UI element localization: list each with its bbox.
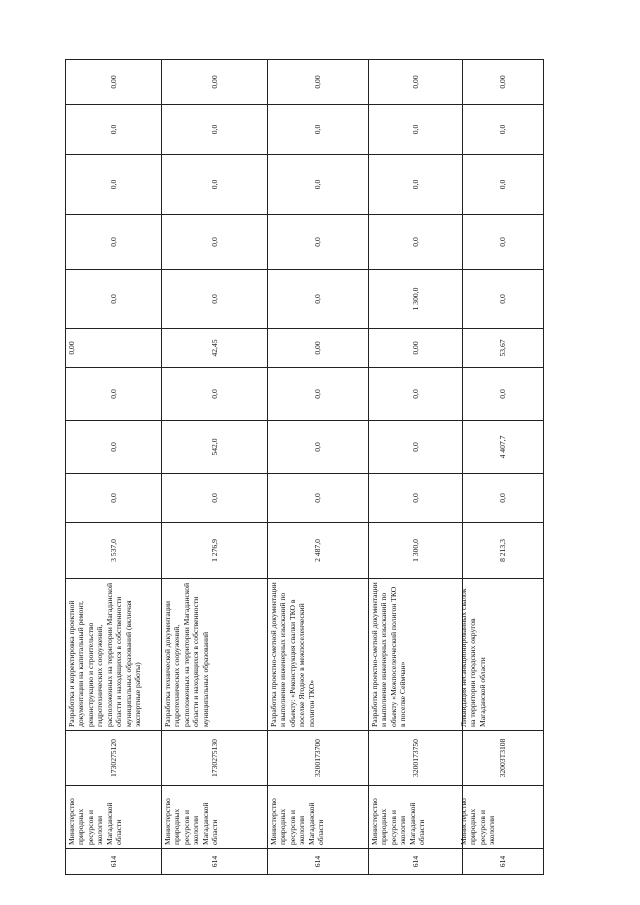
cell-value: 0,0 bbox=[463, 270, 544, 329]
cell-value: 0,0 bbox=[162, 155, 268, 215]
cell-value: 53,67 bbox=[463, 329, 544, 368]
table-row bbox=[66, 60, 162, 875]
cell-value: 0,0 bbox=[66, 421, 162, 474]
cell-code: 614 bbox=[162, 849, 268, 875]
cell-value: 0,0 bbox=[268, 155, 369, 215]
cell-value: 0,0 bbox=[66, 155, 162, 215]
cell-total: 1 300,0 bbox=[369, 523, 463, 579]
cell-value: 0,0 bbox=[369, 105, 463, 155]
cell-value: 0,0 bbox=[268, 270, 369, 329]
cell-value: 0,0 bbox=[66, 368, 162, 421]
cell-value: 0,0 bbox=[268, 105, 369, 155]
cell-value: 42,45 bbox=[162, 329, 268, 368]
cell-name bbox=[459, 579, 544, 731]
cell-value: 0,0 bbox=[463, 155, 544, 215]
cell-value: 0,0 bbox=[463, 215, 544, 270]
table-row bbox=[162, 60, 268, 875]
cell-value: 0,0 bbox=[369, 474, 463, 523]
cell-kbk: 3200173700 bbox=[268, 731, 369, 786]
cell-value: 0,0 bbox=[463, 105, 544, 155]
cell-value: 0,0 bbox=[369, 215, 463, 270]
rotated-table-wrapper bbox=[65, 60, 530, 875]
cell-total: 2 487,0 bbox=[268, 523, 369, 579]
cell-code: 614 bbox=[369, 849, 463, 875]
table-row bbox=[369, 60, 463, 875]
cell-value: 0,0 bbox=[463, 368, 544, 421]
cell-name: Разработка технической документации гидротехнических сооружений, расположенных на территории Магаданской области и находящихся в собственности муниципальных образований bbox=[162, 579, 268, 731]
cell-value: 0,00 bbox=[463, 60, 544, 105]
cell-value: 0,0 bbox=[162, 474, 268, 523]
cell-org: Министерство природных ресурсов и экологии Магаданской области bbox=[268, 786, 369, 849]
cell-value: 0,0 bbox=[268, 368, 369, 421]
cell-name-text: Ликвидация несанкционированных свалок на территории городских округов Магаданской области bbox=[459, 588, 487, 727]
cell-value: 0,0 bbox=[369, 421, 463, 474]
cell-value: 0,0 bbox=[66, 105, 162, 155]
cell-value: 0,0 bbox=[369, 368, 463, 421]
cell-code: 614 bbox=[66, 849, 162, 875]
cell-value: 0,0 bbox=[268, 474, 369, 523]
cell-value: 0,0 bbox=[268, 421, 369, 474]
cell-value: 0,0 bbox=[162, 105, 268, 155]
budget-table bbox=[65, 59, 544, 875]
cell-value: 0,00 bbox=[162, 60, 268, 105]
cell-kbk: 32003Т3108 bbox=[463, 731, 544, 786]
cell-kbk: 1730275130 bbox=[162, 731, 268, 786]
cell-org: Министерство природных ресурсов и экологии Магаданской области bbox=[369, 786, 463, 849]
cell-value: 0,00 bbox=[66, 60, 162, 105]
cell-name: Разработка проектно-сметной документации и выполнение инженерных изысканий по объекту: «Реконструкция свалки ТКО в поселке Ягодное в межпоселенческий полигон ТКО» bbox=[268, 579, 369, 731]
cell-kbk: 1730275120 bbox=[66, 731, 162, 786]
cell-value: 0,00 bbox=[66, 329, 162, 368]
cell-value: 0,0 bbox=[66, 474, 162, 523]
cell-value: 0,0 bbox=[268, 215, 369, 270]
cell-value: 0,0 bbox=[66, 270, 162, 329]
cell-value: 0,0 bbox=[162, 270, 268, 329]
cell-org-text: Министерство природных ресурсов и экологии bbox=[459, 798, 497, 845]
cell-code: 614 bbox=[463, 849, 544, 875]
cell-value: 0,00 bbox=[369, 60, 463, 105]
cell-value: 0,0 bbox=[463, 474, 544, 523]
cell-value: 0,0 bbox=[369, 155, 463, 215]
cell-total: 1 276,9 bbox=[162, 523, 268, 579]
cell-value: 4 407,7 bbox=[463, 421, 544, 474]
cell-total: 3 537,0 bbox=[66, 523, 162, 579]
table-row bbox=[463, 60, 544, 875]
cell-name: Разработка и корректировка проектной документации на капитальный ремонт, реконструкцию и строительство гидротехнических сооружений, расположенных на территории Магаданской области и находящихся в собственности муниципальных образований (включая экспертные работы) bbox=[66, 579, 162, 731]
cell-value: 0,0 bbox=[66, 215, 162, 270]
cell-code: 614 bbox=[268, 849, 369, 875]
cell-value: 1 300,0 bbox=[369, 270, 463, 329]
cell-total: 8 213,3 bbox=[463, 523, 544, 579]
cell-org: Министерство природных ресурсов и экологии Магаданской области bbox=[162, 786, 268, 849]
cell-value: 542,0 bbox=[162, 421, 268, 474]
cell-name: Разработка проектно-сметной документации и выполнение инженерных изысканий по объекту «Межпоселенческий полигон ТКО в поселке Сеймчан» bbox=[369, 579, 463, 731]
cell-value: 0,0 bbox=[162, 368, 268, 421]
cell-value: 0,0 bbox=[162, 215, 268, 270]
cell-value: 0,00 bbox=[268, 329, 369, 368]
cell-value: 0,00 bbox=[369, 329, 463, 368]
cell-value: 0,00 bbox=[268, 60, 369, 105]
cell-kbk: 3200173750 bbox=[369, 731, 463, 786]
cell-org: Министерство природных ресурсов и экологии Магаданской области bbox=[66, 786, 162, 849]
table-row bbox=[268, 60, 369, 875]
cell-org bbox=[459, 786, 544, 849]
